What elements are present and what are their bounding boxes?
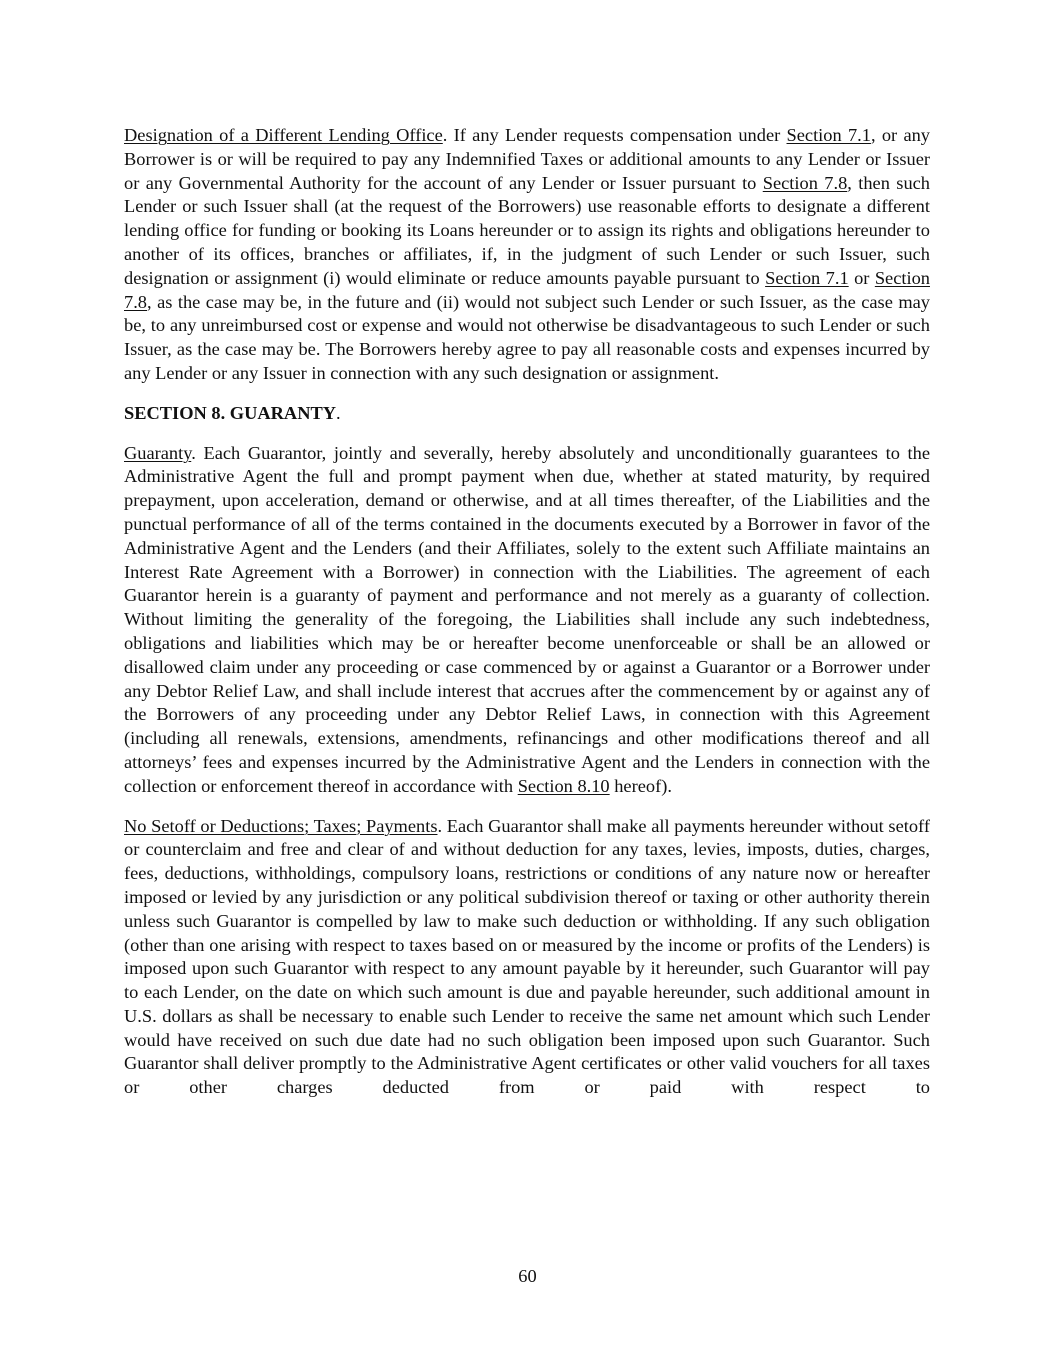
paragraph-text: hereof). — [609, 775, 672, 796]
section-heading-text: SECTION 8. GUARANTY — [124, 402, 337, 423]
paragraph-text: , as the case may be, in the future and (ii) would not subject such Lender or such Issuer, as the case may be, to any unreimbursed cost or expense and would not otherwise be disadvantageous to such Lender or such Issuer, as the case may be. The Borrowers hereby agree to pay all reasonable costs and expenses incurred by any Lender or any Issuer in connection with any such designation or assignment. — [124, 291, 930, 383]
paragraph-text: or — [848, 267, 875, 288]
paragraph-text: . Each Guarantor, jointly and severally, hereby absolutely and unconditionally guarantees to the Administrative Agent the full and prompt payment when due, whether at stated maturity, by required prepayment, upon acceleration, demand or otherwise, and at all times thereafter, of the Liabilities and the punctual performance of all of the terms contained in the documents executed by a Borrower in favor of the Administrative Agent and the Lenders (and their Affiliates, solely to the extent such Affiliate maintains an Interest Rate Agreement with a Borrower) in connection with the Liabilities. The agreement of each Guarantor herein is a guaranty of payment and performance and not merely as a guaranty of collection. Without limiting the generality of the foregoing, the Liabilities shall include any such indebtedness, obligations and liabilities which may be or hereafter become unenforceable or shall be an allowed or disallowed claim under any proceeding or case commenced by or against a Guarantor or a Borrower under any Debtor Relief Law, and shall include interest that accrues after the commencement by or against any of the Borrowers of any proceeding under any Debtor Relief Laws, in connection with this Agreement (including all renewals, extensions, amendments, refinancings and other modifications thereof and all attorneys’ fees and expenses incurred by the Administrative Agent and the Lenders in connection with the collection or enforcement thereof in accordance with — [124, 442, 930, 796]
paragraph-designation-lending-office — [124, 124, 930, 386]
paragraph-heading: Guaranty — [124, 442, 192, 463]
section-reference: Section 7.1 — [765, 267, 849, 288]
paragraph-heading: No Setoff or Deductions; Taxes; Payments — [124, 815, 438, 836]
paragraph-text: , then such Lender or such Issuer shall (at the request of the Borrowers) use reasonable efforts to designate a different lending office for funding or booking its Loans hereunder or to assign its rights and obligations hereunder to another of its offices, branches or affiliates, if, in the judgment of such Lender or such Issuer, such designation or assignment (i) would eliminate or reduce amounts payable pursuant to — [124, 172, 931, 288]
section-reference: Section 8.10 — [517, 775, 610, 796]
section-reference: Section 7.1 — [786, 125, 871, 145]
paragraph-text: . Each Guarantor shall make all payments hereunder without setoff or counterclaim and free and clear of and without deduction for any taxes, levies, imposts, duties, charges, fees, deductions, withholdings, compulsory loans, restrictions or conditions of any nature now or hereafter imposed or levied by any jurisdiction or any political subdivision thereof or taxing or other authority therein unless such Guarantor is compelled by law to make such deduction or withholding. If any such obligation (other than one arising with respect to taxes based on or measured by the income or profits of the Lenders) is imposed upon such Guarantor with respect to any amount payable by it hereunder, such Guarantor will pay to each Lender, on the date on which such amount is due and payable hereunder, such additional amount in U.S. dollars as shall be necessary to enable such Lender to receive the same net amount which such Lender would have received on such due date had no such obligation been imposed upon such Guarantor. Such Guarantor shall deliver promptly to the Administrative Agent certificates or other valid vouchers for all taxes or other charges deducted from or paid with respect to — [124, 815, 930, 1098]
paragraph-text: . If any Lender requests compensation under — [442, 125, 787, 145]
paragraph-no-setoff — [124, 815, 930, 1101]
section-heading — [124, 402, 930, 426]
section-heading-punct: . — [336, 402, 341, 423]
paragraph-heading: Designation of a Different Lending Office — [124, 125, 443, 145]
document-page — [124, 124, 930, 1100]
page-number: 60 — [518, 1266, 537, 1286]
section-reference: Section 7.8 — [124, 267, 930, 312]
paragraph-text: , or any Borrower is or will be required to pay any Indemnified Taxes or additional amounts to any Lender or Issuer or any Governmental Authority for the account of any Lender or Issuer pursuant to — [124, 125, 930, 193]
paragraph-guaranty — [124, 442, 930, 799]
section-reference: Section 7.8 — [762, 172, 848, 193]
